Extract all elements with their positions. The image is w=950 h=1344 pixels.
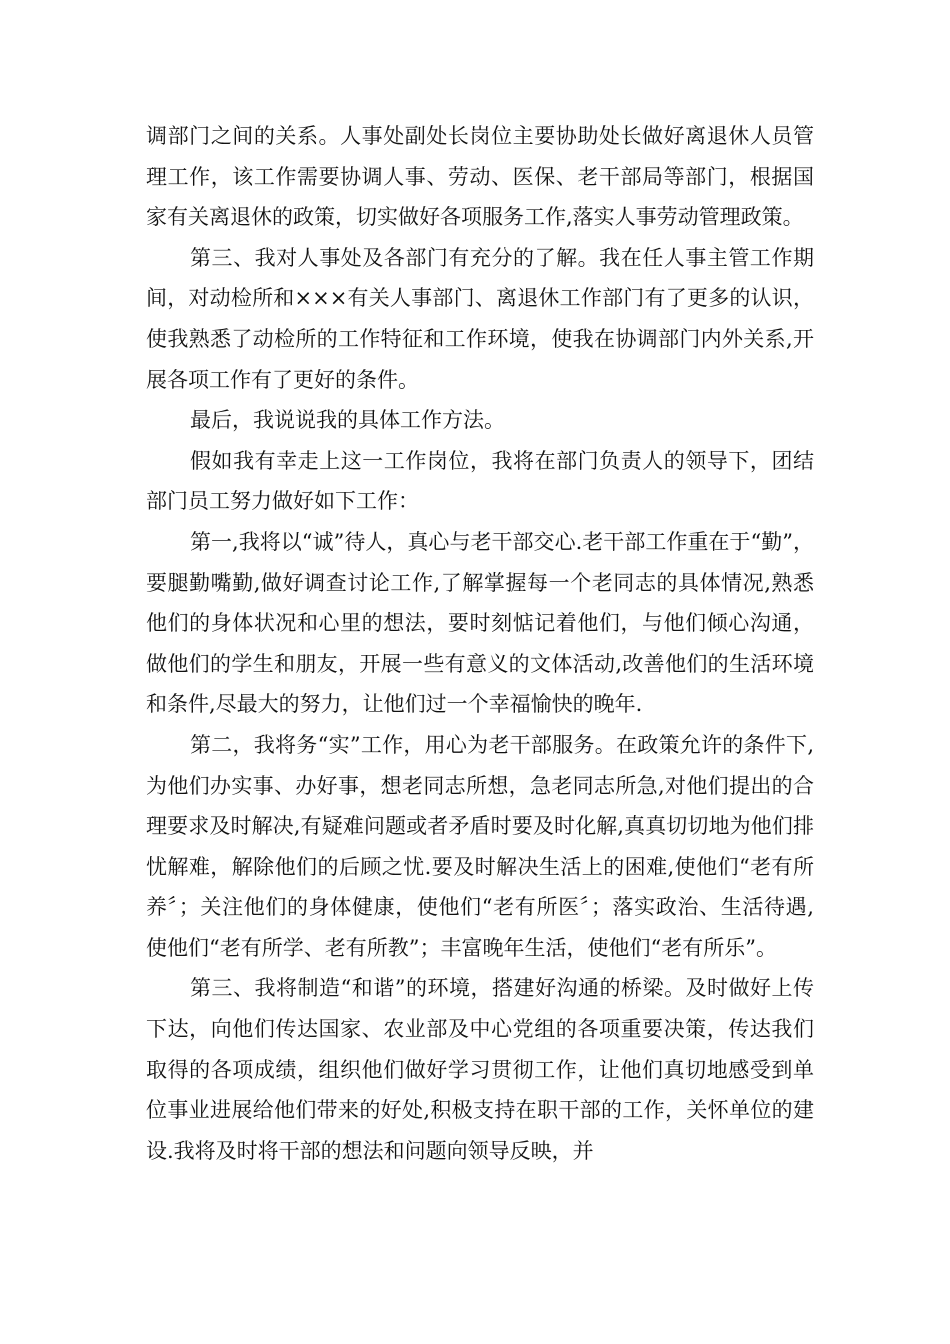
document-body — [146, 116, 814, 1171]
paragraph-6: 第二，我将务“实”工作，用心为老干部服务。在政策允许的条件下,为他们办实事、办好事，想老同志所想，急老同志所急,对他们提出的合理要求及时解决,有疑难问题或者矛盾时要及时化解,真真切切地为他们排忧解难，解除他们的后顾之忧.要及时解决生活上的困难,使他们“老有所养〞；关注他们的身体健康，使他们“老有所医〞；落实政治、生活待遇,使他们“老有所学、老有所教”；丰富晚年生活，使他们“老有所乐”。 — [146, 732, 814, 960]
paragraph-1: 调部门之间的关系。人事处副处长岗位主要协助处长做好离退休人员管理工作，该工作需要协调人事、劳动、医保、老干部局等部门，根据国家有关离退休的政策，切实做好各项服务工作,落实人事劳动管理政策。 — [146, 124, 814, 230]
paragraph-5: 第一,我将以“诚”待人，真心与老干部交心.老干部工作重在于“勤”，要腿勤嘴勤,做好调查讨论工作,了解掌握每一个老同志的具体情况,熟悉他们的身体状况和心里的想法，要时刻惦记着他们，与他们倾心沟通，做他们的学生和朋友，开展一些有意义的文体活动,改善他们的生活环境和条件,尽最大的努力，让他们过一个幸福愉快的晚年. — [146, 529, 814, 717]
paragraph-3: 最后，我说说我的具体工作方法。 — [190, 408, 505, 433]
paragraph-7: 第三、我将制造“和谐”的环境，搭建好沟通的桥梁。及时做好上传下达，向他们传达国家、农业部及中心党组的各项重要决策，传达我们取得的各项成绩，组织他们做好学习贯彻工作，让他们真切地感受到单位事业进展给他们带来的好处,积极支持在职干部的工作，关怀单位的建设.我将及时将干部的想法和问题向领导反映，并 — [146, 976, 814, 1163]
paragraph-2: 第三、我对人事处及各部门有充分的了解。我在任人事主管工作期间，对动检所和×××有关人事部门、离退休工作部门有了更多的认识，使我熟悉了动检所的工作特征和工作环境，使我在协调部门内外关系,开展各项工作有了更好的条件。 — [146, 245, 814, 392]
paragraph-4: 假如我有幸走上这一工作岗位，我将在部门负责人的领导下，团结部门员工努力做好如下工作： — [146, 448, 814, 514]
